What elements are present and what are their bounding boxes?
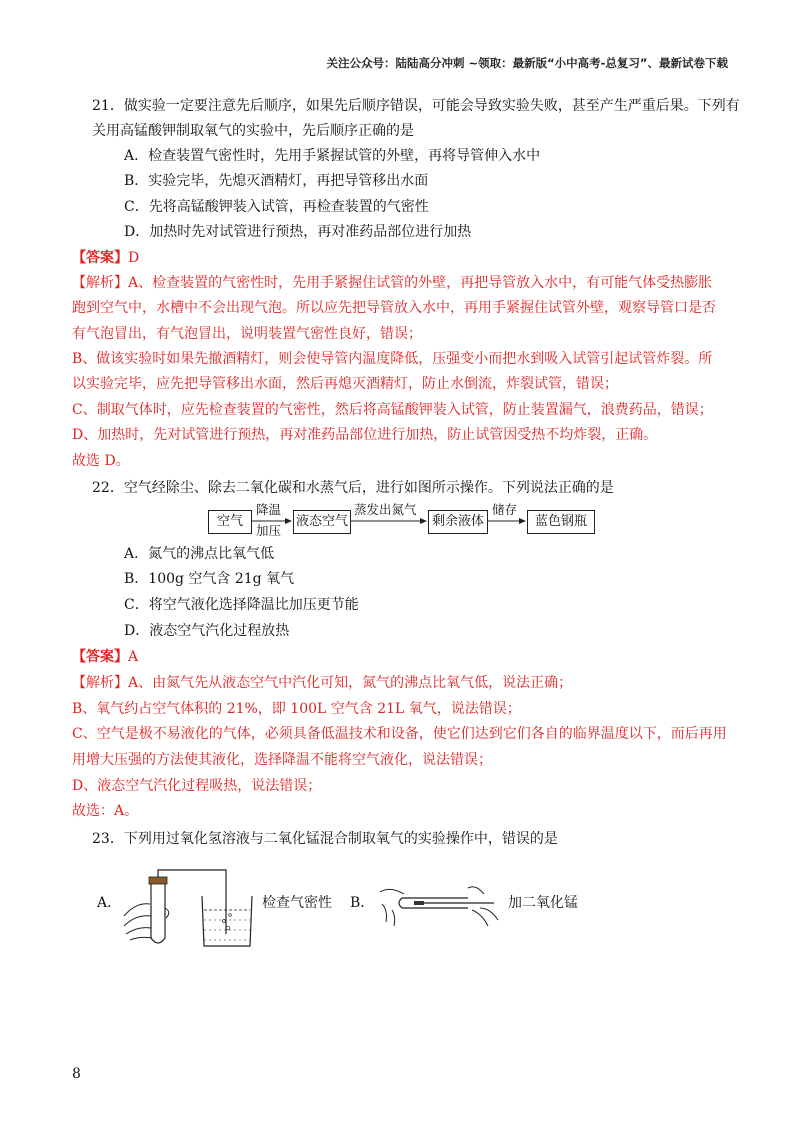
page-number: 8: [72, 1066, 81, 1082]
flow-box-liquid-air: 液态空气: [293, 510, 351, 534]
q21-analysis-line6: C、制取气体时，应先检查装置的气密性，然后将高锰酸钾装入试管，防止装置漏气，浪费药品，错误；: [72, 402, 713, 418]
q22-answer-tag: 【答案】: [72, 649, 128, 665]
q21-stem-line1: 21．做实验一定要注意先后顺序，如果先后顺序错误，可能会导致实验失败，甚至产生严重后果。下列有: [92, 98, 740, 114]
q22-option-d: D．液态空气汽化过程放热: [124, 623, 290, 639]
q23-fig-b-label: 加二氧化锰: [508, 895, 578, 911]
q21-analysis-line7: D、加热时，先对试管进行预热，再对准药品部位进行加热，防止试管因受热不均炸裂，正确。: [72, 427, 658, 443]
q21-option-c: C．先将高锰酸钾装入试管，再检查装置的气密性: [124, 199, 429, 215]
q21-option-d: D．加热时先对试管进行预热，再对准药品部位进行加热: [124, 224, 472, 240]
q21-analysis-line4: B、做该实验时如果先撤酒精灯，则会使导管内温度降低，压强变小而把水到吸入试管引起试管炸裂。所: [72, 351, 713, 367]
q21-analysis-line2: 跑到空气中，水槽中不会出现气泡。所以应先把导管放入水中，再用手紧握住试管外壁，观察导管口是否: [72, 300, 716, 316]
q22-analysis-line6: 故选：A。: [72, 803, 139, 819]
q21-answer-value: D: [128, 250, 140, 266]
flow-label-evaporate-nitrogen: 蒸发出氮气: [354, 502, 417, 517]
q23-fig-a-letter: A．: [97, 895, 122, 911]
q21-analysis-line8: 故选 D。: [72, 453, 130, 469]
flow-box-remaining-liquid: 剩余液体: [428, 510, 488, 534]
flow-box-blue-cylinder: 蓝色钢瓶: [527, 510, 595, 534]
q22-stem: 22．空气经除尘、除去二氧化碳和水蒸气后，进行如图所示操作。下列说法正确的是: [92, 480, 614, 496]
airtightness-check-illustration: [118, 868, 258, 952]
q23-stem: 23．下列用过氧化氢溶液与二氧化锰混合制取氧气的实验操作中，错误的是: [92, 831, 558, 847]
flow-box-air: 空气: [208, 510, 252, 534]
flow-label-pressurize: 加压: [256, 523, 282, 538]
air-separation-flow-diagram: [208, 503, 628, 547]
q22-analysis-line4: 用增大压强的方法使其液化，选择降温不能将空气液化，说法错误；: [72, 752, 492, 768]
add-manganese-dioxide-illustration: [376, 880, 506, 932]
q23-fig-b-letter: B．: [350, 895, 375, 911]
q22-answer-value: A: [128, 649, 139, 665]
flow-label-store: 储存: [492, 502, 518, 517]
flow-label-cool: 降温: [256, 502, 282, 517]
q21-answer: [72, 248, 139, 268]
q22-answer: [72, 647, 138, 667]
q21-analysis-line1: 【解析】A、检查装置的气密性时，先用手紧握住试管的外壁，再把导管放入水中，有可能气体受热膨胀: [72, 275, 713, 291]
q21-option-a: A．检查装置气密性时，先用手紧握试管的外壁，再将导管伸入水中: [124, 148, 541, 164]
q21-analysis-line3: 有气泡冒出，有气泡冒出，说明装置气密性良好，错误；: [72, 326, 422, 342]
q22-option-c: C．将空气液化选择降温比加压更节能: [124, 597, 359, 613]
page-header: 关注公众号：陆陆高分冲刺 ~领取：最新版“小中高考-总复习”、最新试卷下载: [326, 56, 728, 70]
q22-analysis-line1: 【解析】A、由氮气先从液态空气中汽化可知，氮气的沸点比氧气低，说法正确；: [72, 675, 573, 691]
q21-option-b: B．实验完毕，先熄灭酒精灯，再把导管移出水面: [124, 173, 429, 189]
q21-analysis-line5: 以实验完毕，应先把导管移出水面，然后再熄灭酒精灯，防止水倒流，炸裂试管，错误；: [72, 376, 618, 392]
q22-option-b: B．100g 空气含 21g 氧气: [124, 571, 295, 587]
q23-fig-a-label: 检查气密性: [262, 895, 332, 911]
q22-option-a: A．氮气的沸点比氧气低: [124, 546, 275, 562]
q22-analysis-line5: D、液态空气汽化过程吸热，说法错误；: [72, 778, 322, 794]
q21-stem-line2: 关用高锰酸钾制取氧气的实验中，先后顺序正确的是: [92, 123, 414, 139]
q21-answer-tag: 【答案】: [72, 250, 128, 266]
q22-analysis-line3: C、空气是极不易液化的气体，必须具备低温技术和设备，使它们达到它们各自的临界温度以下，而后再用: [72, 726, 727, 742]
q22-analysis-line2: B、氧气约占空气体积的 21%，即 100L 空气含 21L 氧气，说法错误；: [72, 701, 521, 717]
